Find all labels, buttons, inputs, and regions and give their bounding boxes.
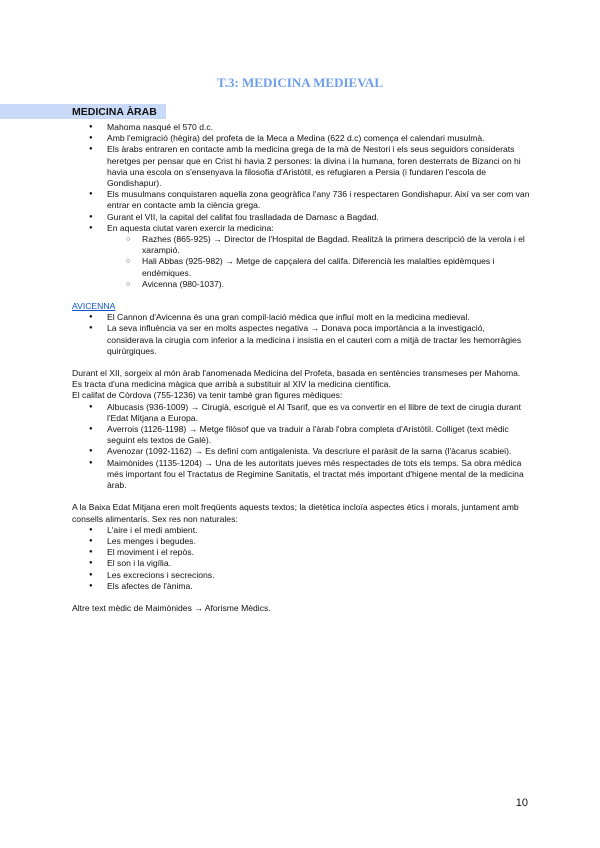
avicenna-list [72,312,530,357]
list-item: ● L'aire i el medi ambient. [72,525,530,536]
cordova-intro: El califat de Còrdova (755-1236) va tenir també gran figures mèdiques: [72,390,343,401]
list-item: ● El son i la vigília. [72,558,530,569]
list-item: ○ Hali Abbas (925-982) → Metge de capçalera del califa. Diferencià les malalties epidèmques i endèmiques. [72,256,530,278]
list-item: ● Avenozar (1092-1162) → Es definí com antigalenista. Va descriure el paràsit de la sarna (l'àcarus scabiei). [72,446,530,457]
page-number: 10 [515,797,528,809]
intro-list [72,122,530,234]
list-item: ● La seva influència va ser en molts aspectes negativa → Donava poca importància a la investigació, considerava la cirugia com inferior a la medicina i insistia en el cauteri com a mitjà de tractar les hemorràgies quirúrgiques. [72,323,530,357]
list-item: ● El moviment i el repòs. [72,547,530,558]
list-item: ● Les menges i begudes. [72,536,530,547]
naturales-list [72,525,530,592]
baixa-edat-paragraph: A la Baixa Edat Mitjana eren molt freqüents aquests textos; la dietètica incloïa aspectes ètics i morals, juntament amb consells alimentaris. Sex res non naturales: [72,502,519,524]
list-item: ● Amb l'emigració (hègira) del profeta de la Meca a Medina (622 d.c) comença el calendari musulmà. [72,133,530,144]
list-item: ● Els afectes de l'ànima. [72,581,530,592]
list-item: ● En aquesta ciutat varen exercir la medicina: [72,223,530,234]
avicenna-link[interactable]: AVICENNA [72,301,116,312]
list-item: ● Albucasis (936-1009) → Cirugià, escriguè el Al Tsarif, que es va convertir en el llibre de text de cirugia durant l'Edat Mitjana a Europa. [72,402,530,424]
list-item: ● Averrois (1126-1198) → Metge filòsof que va traduir a l'àrab l'obra completa d'Aristòtil. Colliget (text mèdic seguint els textos de Galè). [72,424,530,446]
section-heading: MEDICINA ÀRAB [72,106,157,118]
closing-line: Altre text mèdic de Maimònides → Aforisme Mèdics. [72,602,271,613]
list-item: ● Les excrecions i secrecions. [72,570,530,581]
list-item: ● Mahoma nasqué el 570 d.c. [72,122,530,133]
document-body [72,122,530,614]
list-item: ○ Avicenna (980-1037). [72,279,530,290]
list-item: ● Els musulmans conquistaren aquella zona geogràfica l'any 736 i respectaren Gondishapur. Així va ser com van entrar en contacte amb la ciència grega. [72,189,530,211]
physicians-list [72,234,530,290]
list-item: ○ Razhes (865-925) → Director de l'Hospital de Bagdad. Realitzà la primera descripció de la verola i el xarampió. [72,234,530,256]
list-item: ● Els àrabs entraren en contacte amb la medicina grega de la mà de Nestori i els seus seguidors considerats heretges per pensar que en Crist hi havia 2 persones: la divina i la humana, foren desterrats de Bizanci on hi havia una escola on s'ensenyava la filosofia d'Aristòtil, es refugiaren a Persia (i fundaren l'escola de Gondishapur). [72,144,530,189]
cordova-list [72,402,530,492]
prophet-paragraph: Durant el XII, sorgeix al món àrab l'anomenada Medicina del Profeta, basada en sentències transmeses per Mahoma. Es tracta d'una medicina màgica que arribà a substituir al XIV la medicina científica. [72,368,521,390]
page-title: T.3: MEDICINA MEDIEVAL [216,75,383,90]
list-item: ● Maimònides (1135-1204) → Una de les autoritats jueves més respectades de tots els temps. Sa obra mèdica més important fou el Tractatus de Regimine Sanitatis, el tractat més important d'higene mental de la medicina àrab. [72,458,530,492]
list-item: ● El Cannon d'Avicenna és una gran compil·lació mèdica que influí molt en la medicina medieval. [72,312,530,323]
list-item: ● Gurant el VII, la capital del califat fou traslladada de Damasc a Bagdad. [72,212,530,223]
